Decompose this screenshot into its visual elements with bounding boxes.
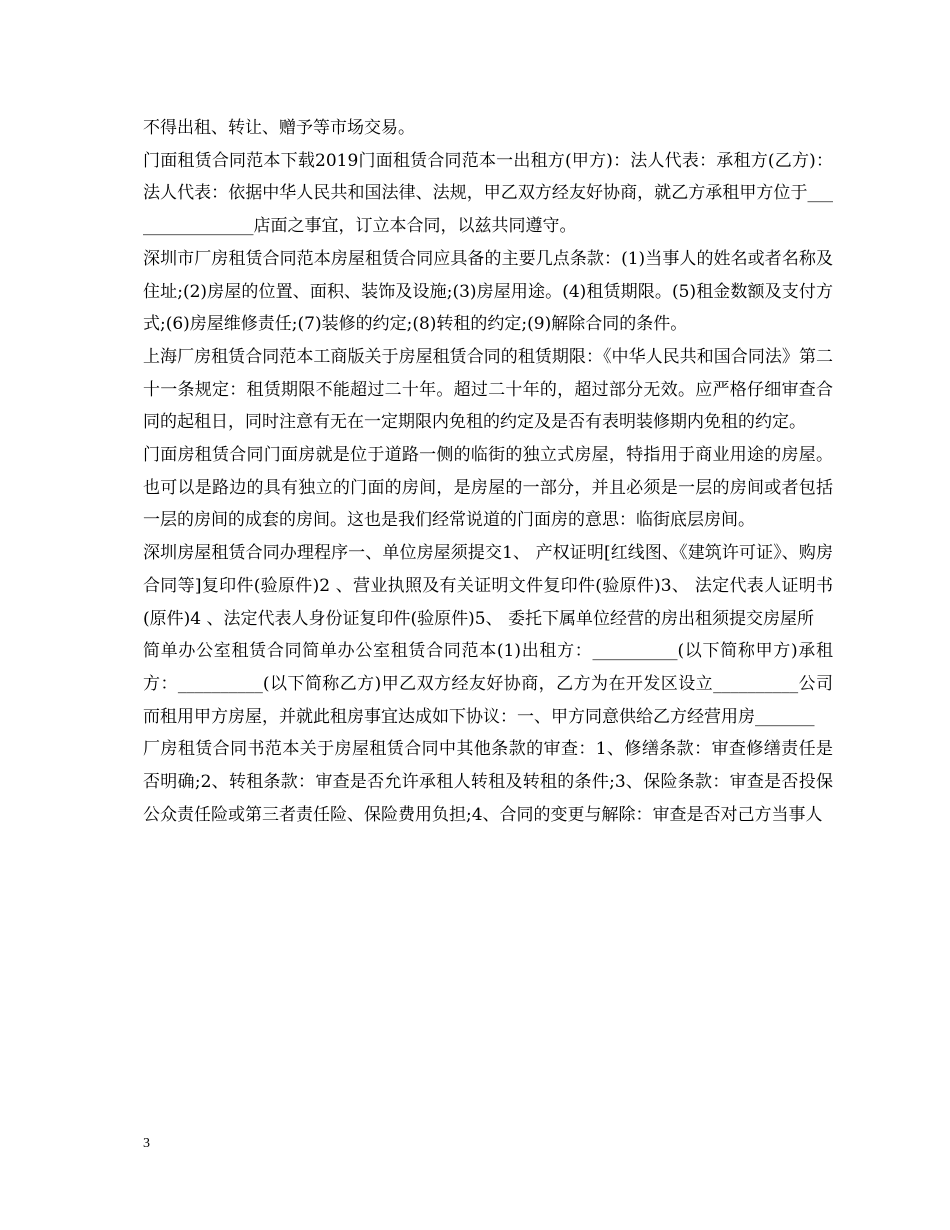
paragraph-3: 深圳市厂房租赁合同范本房屋租赁合同应具备的主要几点条款：(1)当事人的姓名或者名称及住址;(2)房屋的位置、面积、装饰及设施;(3)房屋用途。(4)租赁期限。(5)租金数额及支付方式;(6)房屋维修责任;(7)装修的约定;(8)转租的约定;(9)解除合同的条件。 — [143, 248, 833, 335]
body-text — [143, 112, 833, 831]
paragraph-2: 门面租赁合同范本下载2019门面租赁合同范本一出租方(甲方)：法人代表：承租方(乙方)：法人代表：依据中华人民共和国法律、法规，甲乙双方经友好协商，就乙方承租甲方位于________________店面之事宜，订立本合同，以兹共同遵守。 — [143, 150, 833, 237]
paragraph-4: 上海厂房租赁合同范本工商版关于房屋租赁合同的租赁期限：《中华人民共和国合同法》第二十一条规定：租赁期限不能超过二十年。超过二十年的，超过部分无效。应严格仔细审查合同的起租日，同时注意有无在一定期限内免租的约定及是否有表明装修期内免租的约定。 — [143, 346, 833, 433]
paragraph-5: 门面房租赁合同门面房就是位于道路一侧的临街的独立式房屋，特指用于商业用途的房屋。也可以是路边的具有独立的门面的房间，是房屋的一部分，并且必须是一层的房间或者包括一层的房间的成套的房间。这也是我们经常说道的门面房的意思：临街底层房间。 — [143, 445, 833, 531]
paragraph-1: 不得出租、转让、赠予等市场交易。 — [143, 118, 415, 138]
paragraph-6: 深圳房屋租赁合同办理程序一、单位房屋须提交1、 产权证明[红线图、《建筑许可证》、购房合同等]复印件(验原件)2 、营业执照及有关证明文件复印件(验原件)3、 法定代表人证明书(原件)4 、法定代表人身份证复印件(验原件)5、 委托下属单位经营的房出租须提交房屋所 — [143, 543, 833, 629]
paragraph-8: 厂房租赁合同书范本关于房屋租赁合同中其他条款的审查：1、修缮条款：审查修缮责任是否明确;2、转租条款：审查是否允许承租人转租及转租的条件;3、保险条款：审查是否投保公众责任险或第三者责任险、保险费用负担;4、合同的变更与解除：审查是否对己方当事人 — [143, 739, 833, 825]
page-number: 3 — [143, 1136, 150, 1151]
paragraph-7: 简单办公室租赁合同简单办公室租赁合同范本(1)出租方：__________(以下简称甲方)承租方：__________(以下简称乙方)甲乙双方经友好协商，乙方为在开发区设立__________公司而租用甲方房屋，并就此租房事宜达成如下协议：一、甲方同意供给乙方经营用房_______ — [143, 641, 833, 727]
